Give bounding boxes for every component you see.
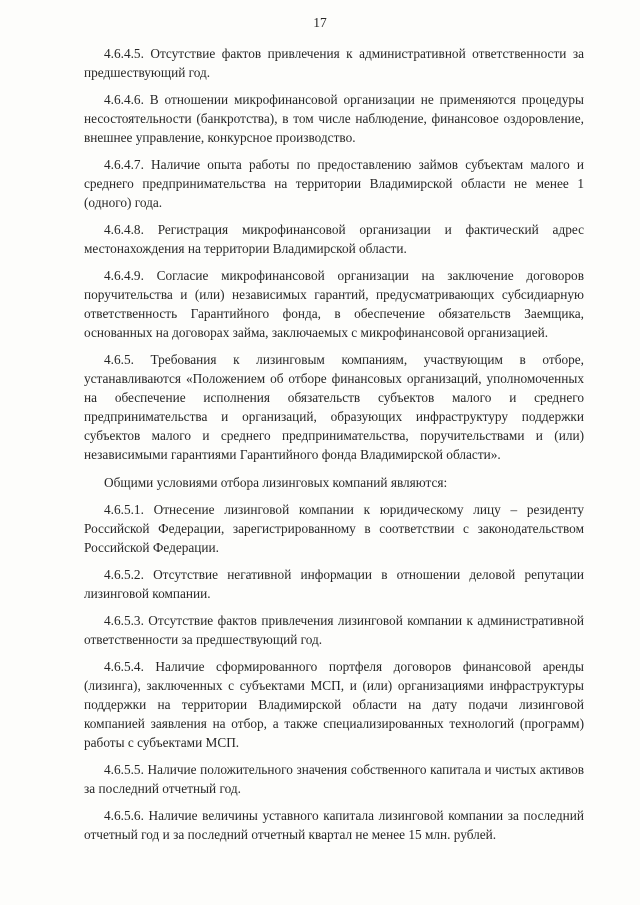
paragraph-4-6-4-7: 4.6.4.7. Наличие опыта работы по предоставлению займов субъектам малого и среднего предпринимательства на территории Владимирской области не менее 1 (одного) года.	[84, 157, 584, 210]
paragraph-4-6-5-3: 4.6.5.3. Отсутствие фактов привлечения лизинговой компании к административной ответственности за предшествующий год.	[84, 613, 584, 647]
paragraph-4-6-4-6: 4.6.4.6. В отношении микрофинансовой организации не применяются процедуры несостоятельности (банкротства), в том числе наблюдение, финансовое оздоровление, внешнее управление, конкурсное производство.	[84, 92, 584, 145]
paragraph-4-6-4-9: 4.6.4.9. Согласие микрофинансовой организации на заключение договоров поручительства и (или) независимых гарантий, предусматривающих субсидиарную ответственность Гарантийного фонда, в обеспечение обязательств Заемщика, основанных на договорах займа, заключаемых с микрофинансовой организацией.	[84, 268, 584, 340]
paragraph-4-6-5-2: 4.6.5.2. Отсутствие негативной информации в отношении деловой репутации лизинговой компании.	[84, 567, 584, 601]
page-number: 17	[313, 15, 327, 30]
paragraph-4-6-5-6: 4.6.5.6. Наличие величины уставного капитала лизинговой компании за последний отчетный год и за последний отчетный квартал не менее 15 млн. рублей.	[84, 808, 584, 842]
paragraph-4-6-4-8: 4.6.4.8. Регистрация микрофинансовой организации и фактический адрес местонахождения на территории Владимирской области.	[84, 222, 584, 256]
paragraph-4-6-5-4: 4.6.5.4. Наличие сформированного портфеля договоров финансовой аренды (лизинга), заключенных с субъектами МСП, и (или) организациями инфраструктуры поддержки на территории Владимирской области на дату подачи лизинговой компанией заявления на отбор, а также специализированных технологий (программ) работы с субъектами МСП.	[84, 659, 584, 750]
paragraph-4-6-5-5: 4.6.5.5. Наличие положительного значения собственного капитала и чистых активов за последний отчетный год.	[84, 762, 584, 796]
paragraph-4-6-5: 4.6.5. Требования к лизинговым компаниям, участвующим в отборе, устанавливаются «Положением об отборе финансовых организаций, уполномоченных на обеспечение исполнения обязательств субъектов малого и среднего предпринимательства и организаций, образующих инфраструктуру поддержки субъектов малого и среднего предпринимательства, поручительствами и (или) независимыми гарантиями Гарантийного фонда Владимирской области».	[84, 352, 584, 462]
paragraph-general-conditions: Общими условиями отбора лизинговых компаний являются:	[104, 475, 448, 490]
paragraph-4-6-5-1: 4.6.5.1. Отнесение лизинговой компании к юридическому лицу – резиденту Российской Федерации, зарегистрированному в соответствии с законодательством Российской Федерации.	[84, 502, 584, 555]
document-body	[84, 44, 584, 852]
paragraph-4-6-4-5: 4.6.4.5. Отсутствие фактов привлечения к административной ответственности за предшествующий год.	[84, 46, 584, 80]
